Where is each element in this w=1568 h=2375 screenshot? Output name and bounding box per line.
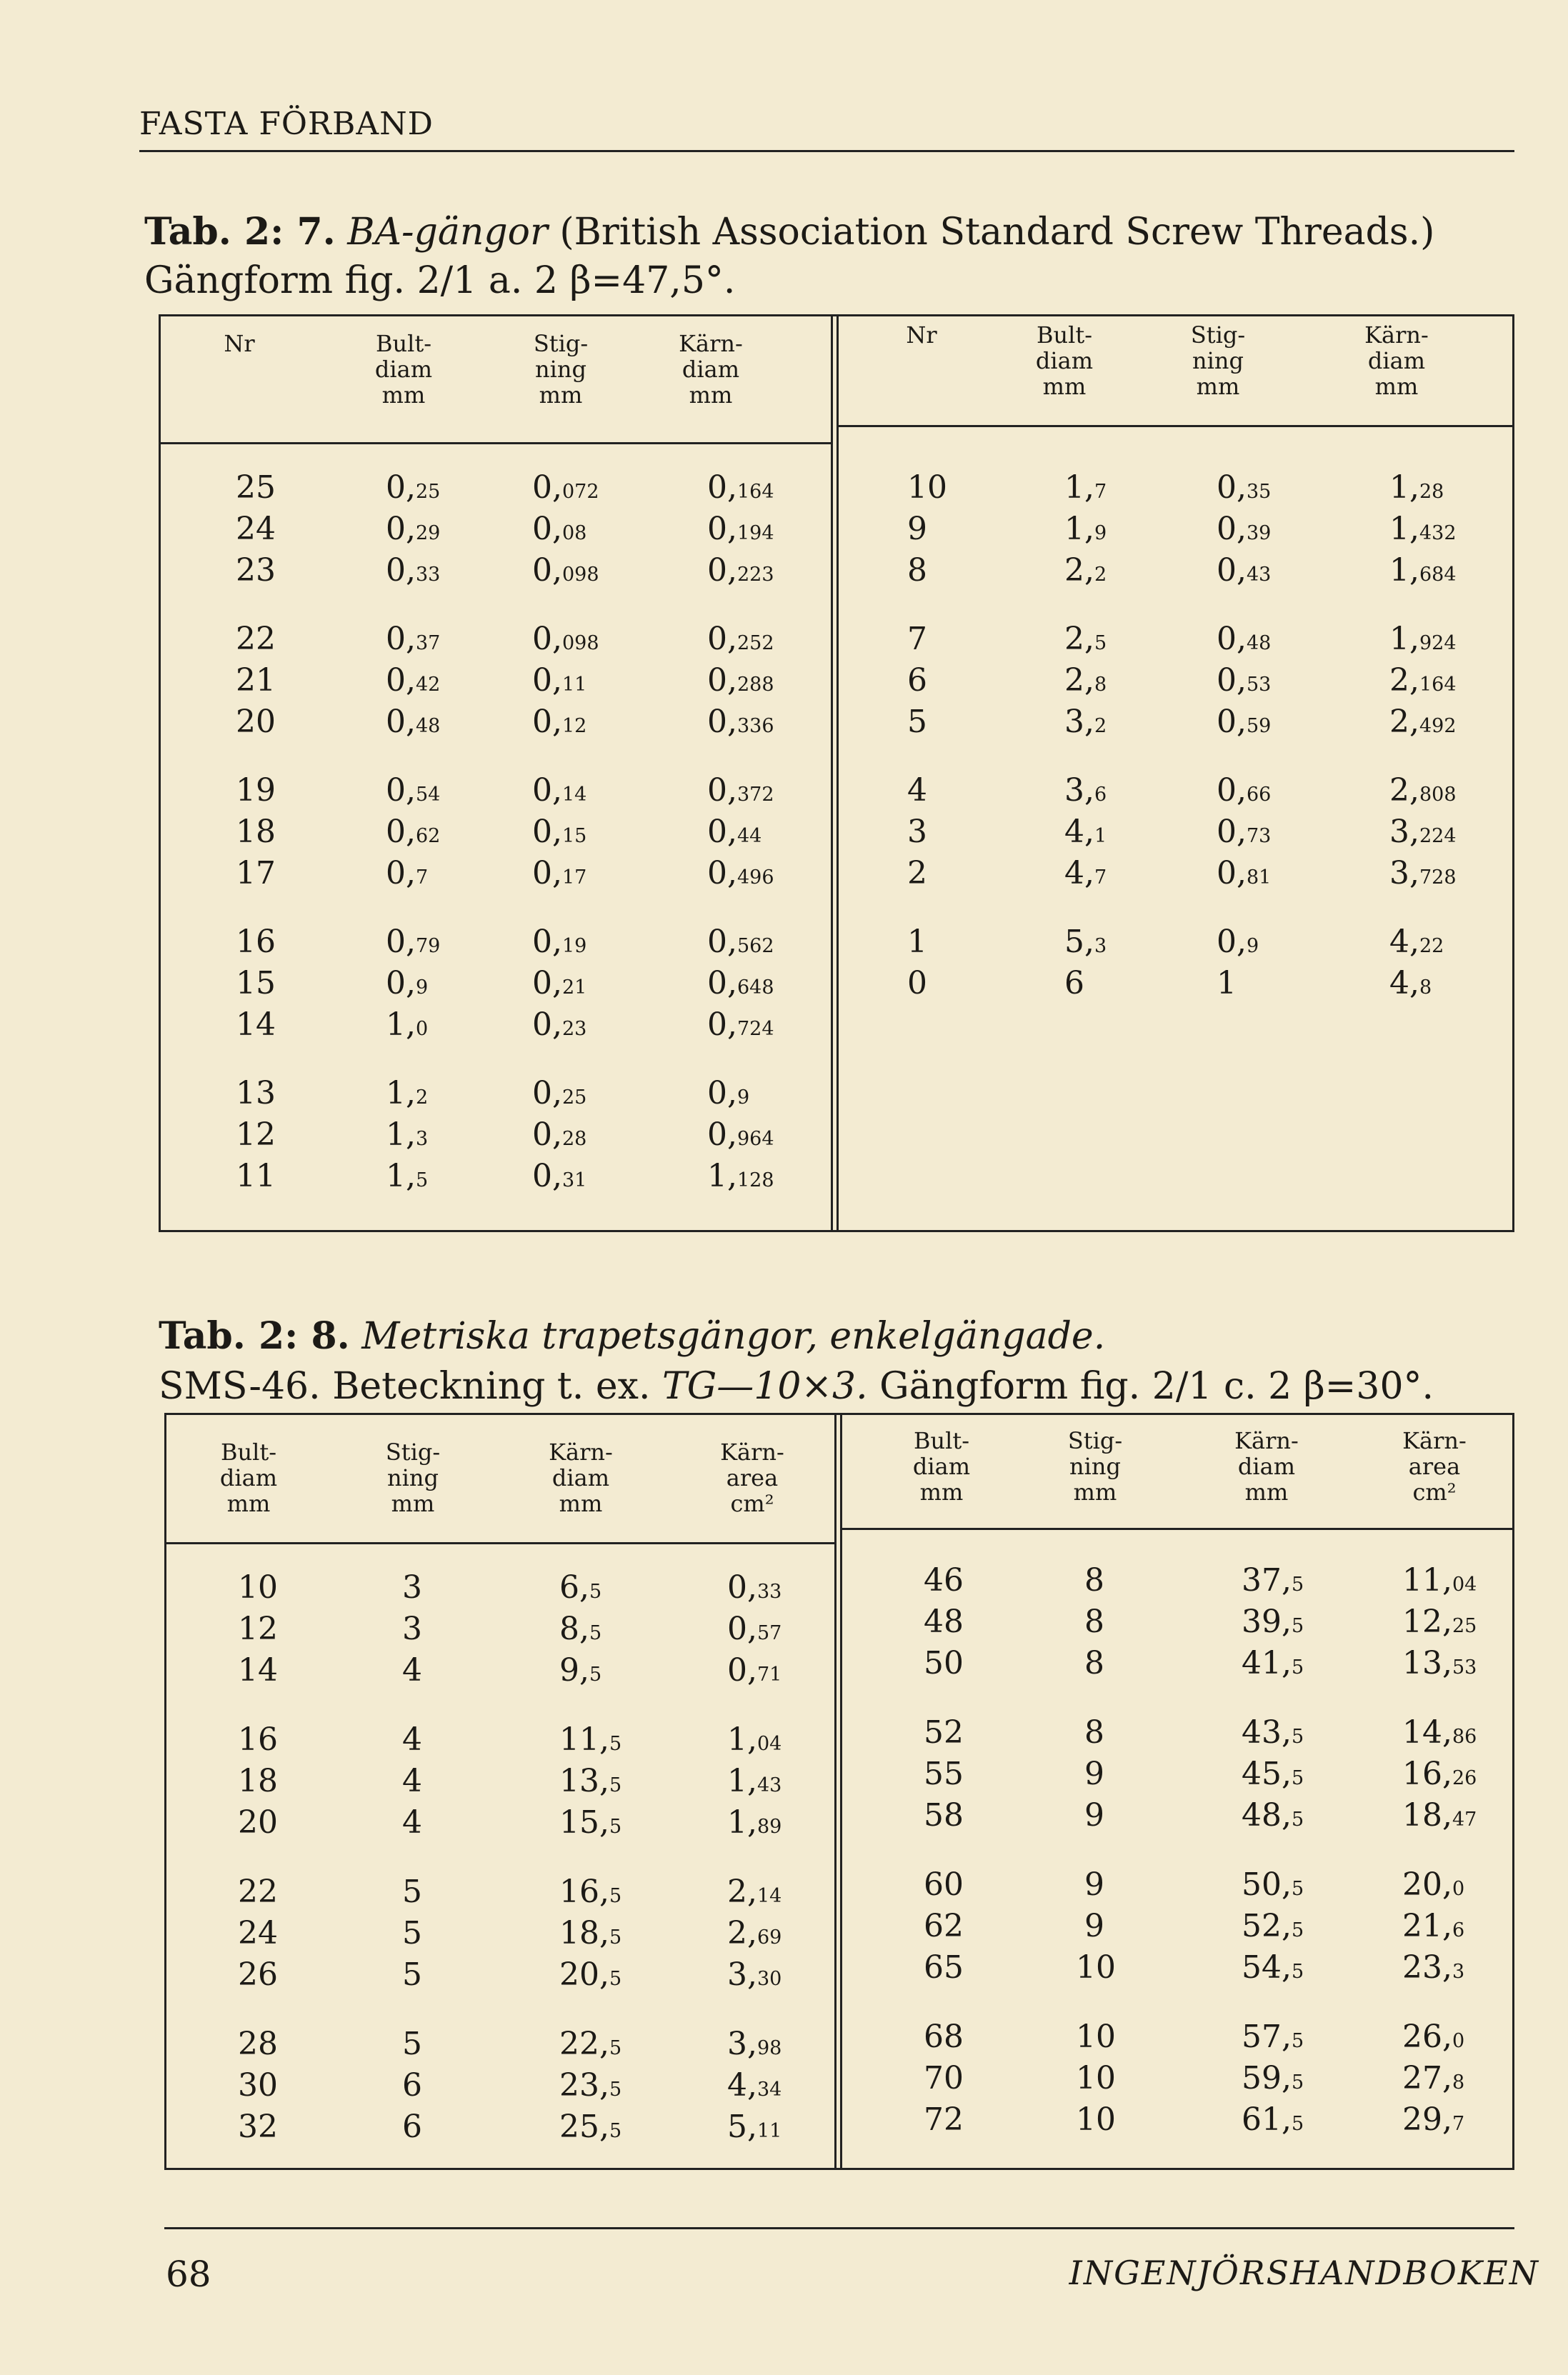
tab7-left-cell: 0,25 <box>532 1075 587 1111</box>
tab7-right-cell: 0,48 <box>1217 621 1272 657</box>
tab8-right-cell: 70 <box>924 2060 964 2096</box>
tab8-right-cell: 68 <box>924 2019 964 2055</box>
tab8-left-cell: 12 <box>238 1611 278 1647</box>
tab8-right-cell: 10 <box>1076 2019 1116 2055</box>
tab7-left-cell: 0,19 <box>532 924 587 960</box>
tab8-right-cell: 10 <box>1076 2060 1116 2096</box>
tab8-right-cell: 20,0 <box>1402 1866 1465 1903</box>
tab7-left-cell: 0,336 <box>707 704 774 740</box>
tab8-left-cell: 25,5 <box>559 2109 622 2145</box>
tab8-right-cell: 8 <box>1084 1645 1104 1681</box>
tab8-left-cell: 16,5 <box>559 1874 622 1910</box>
tab8-left-cell: 5,11 <box>727 2109 782 2145</box>
tab7-right-cell: 4,8 <box>1389 965 1432 1001</box>
footer-rule <box>164 2227 1514 2229</box>
tab7-left-cell: 0,164 <box>707 469 774 506</box>
tab8-right-cell: 48,5 <box>1242 1797 1304 1834</box>
tab7-left-cell: 0,17 <box>532 855 587 891</box>
tab7-right-cell: 6 <box>907 662 927 699</box>
tab8-left-cell: 5 <box>402 1915 422 1951</box>
tab8-table <box>164 1413 1514 2170</box>
tab7-right-cell: 5,3 <box>1064 924 1107 960</box>
tab7-left-cell: 13 <box>236 1075 276 1111</box>
tab7-left-cell: 0,9 <box>707 1075 750 1111</box>
tab8-left-cell: 23,5 <box>559 2067 622 2104</box>
tab7-left-cell: 1,2 <box>386 1075 429 1111</box>
tab8-right-cell: 8 <box>1084 1604 1104 1640</box>
tab7-right-cell: 9 <box>907 511 927 547</box>
tab7-header-right-0: Nr <box>906 321 937 349</box>
tab7-left-cell: 18 <box>236 814 276 850</box>
tab7-left-cell: 0,9 <box>386 965 429 1001</box>
tab7-right-cell: 2,808 <box>1389 772 1457 809</box>
tab8-left-cell: 4 <box>402 1804 422 1841</box>
tab7-right-cell: 10 <box>907 469 947 506</box>
tab8-right-cell: 14,86 <box>1402 1714 1477 1751</box>
tab8-header-left-3: Kärn- area cm² <box>720 1439 784 1517</box>
tab7-header-left-1: Bult- diam mm <box>374 330 433 409</box>
tab7-left-cell: 0,42 <box>386 662 441 699</box>
tab7-left-cell: 0,11 <box>532 662 587 699</box>
tab8-right-cell: 11,04 <box>1402 1562 1477 1599</box>
tab8-left-cell: 1,89 <box>727 1804 782 1841</box>
tab7-left-cell: 0,54 <box>386 772 441 809</box>
tab7-right-cell: 5 <box>907 704 927 740</box>
tab7-table <box>159 314 1514 1232</box>
tab7-right-cell: 0,59 <box>1217 704 1272 740</box>
tab8-header-right-2: Kärn- diam mm <box>1234 1427 1299 1506</box>
tab8-left-cell: 3,98 <box>727 2026 782 2062</box>
tab8-left-cell: 1,04 <box>727 1721 782 1758</box>
tab8-right-cell: 55 <box>924 1756 964 1792</box>
tab7-right-cell: 7 <box>907 621 927 657</box>
running-header: FASTA FÖRBAND <box>139 106 434 142</box>
tab7-left-cell: 19 <box>236 772 276 809</box>
tab8-right-cell: 29,7 <box>1402 2101 1465 2138</box>
tab8-left-cell: 5 <box>402 2026 422 2062</box>
tab7-right-cell: 3 <box>907 814 927 850</box>
tab8-right-cell: 50,5 <box>1242 1866 1304 1903</box>
tab7-left-cell: 0,072 <box>532 469 599 506</box>
tab7-left-cell: 0,648 <box>707 965 774 1001</box>
tab7-left-cell: 0,21 <box>532 965 587 1001</box>
tab8-header-left-1: Stig- ning mm <box>385 1439 441 1517</box>
tab7-left-cell: 0,14 <box>532 772 587 809</box>
tab8-right-cell: 16,26 <box>1402 1756 1477 1792</box>
tab7-right-cell: 8 <box>907 552 927 589</box>
tab7-header-rule-left <box>161 442 831 444</box>
tab8-left-cell: 13,5 <box>559 1763 622 1799</box>
tab7-caption-line2: Gängform fig. 2/1 a. 2 β=47,5°. <box>144 259 736 302</box>
tab8-right-cell: 37,5 <box>1242 1562 1304 1599</box>
tab7-right-cell: 1,432 <box>1389 511 1457 547</box>
tab8-right-cell: 48 <box>924 1604 964 1640</box>
tab8-right-cell: 45,5 <box>1242 1756 1304 1792</box>
tab8-left-cell: 4 <box>402 1652 422 1689</box>
tab7-left-cell: 17 <box>236 855 276 891</box>
tab7-left-cell: 0,252 <box>707 621 774 657</box>
tab8-header-left-0: Bult- diam mm <box>219 1439 278 1517</box>
tab8-right-cell: 41,5 <box>1242 1645 1304 1681</box>
tab7-left-cell: 0,79 <box>386 924 441 960</box>
tab8-right-cell: 9 <box>1084 1908 1104 1944</box>
tab7-right-cell: 6 <box>1064 965 1084 1001</box>
tab8-right-cell: 8 <box>1084 1562 1104 1599</box>
tab8-left-cell: 2,14 <box>727 1874 782 1910</box>
tab7-left-cell: 0,31 <box>532 1158 587 1194</box>
tab7-left-cell: 14 <box>236 1006 276 1043</box>
tab7-left-cell: 0,62 <box>386 814 441 850</box>
tab8-left-cell: 4,34 <box>727 2067 782 2104</box>
tab8-right-cell: 21,6 <box>1402 1908 1465 1944</box>
tab8-header-rule-left <box>166 1542 834 1544</box>
tab7-left-cell: 22 <box>236 621 276 657</box>
tab8-left-cell: 16 <box>238 1721 278 1758</box>
tab7-left-cell: 25 <box>236 469 276 506</box>
tab8-right-cell: 60 <box>924 1866 964 1903</box>
tab8-right-cell: 58 <box>924 1797 964 1834</box>
tab7-left-cell: 1,5 <box>386 1158 429 1194</box>
tab8-left-cell: 6,5 <box>559 1569 602 1606</box>
tab8-right-cell: 9 <box>1084 1866 1104 1903</box>
tab7-left-cell: 11 <box>236 1158 276 1194</box>
tab7-right-cell: 3,728 <box>1389 855 1457 891</box>
tab7-left-cell: 0,25 <box>386 469 441 506</box>
tab7-right-cell: 1,28 <box>1389 469 1444 506</box>
tab8-left-cell: 30 <box>238 2067 278 2104</box>
tab7-left-cell: 0,223 <box>707 552 774 589</box>
tab8-left-cell: 20,5 <box>559 1956 622 1993</box>
tab7-left-cell: 12 <box>236 1116 276 1153</box>
tab7-header-right-1: Bult- diam mm <box>1035 321 1094 400</box>
tab8-right-cell: 52 <box>924 1714 964 1751</box>
tab7-left-cell: 21 <box>236 662 276 699</box>
tab8-left-cell: 0,57 <box>727 1611 782 1647</box>
tab7-left-cell: 0,724 <box>707 1006 774 1043</box>
tab8-right-cell: 18,47 <box>1402 1797 1477 1834</box>
tab8-header-right-1: Stig- ning mm <box>1067 1427 1123 1506</box>
tab8-left-cell: 18,5 <box>559 1915 622 1951</box>
tab7-left-cell: 0,44 <box>707 814 762 850</box>
tab7-right-cell: 4,22 <box>1389 924 1444 960</box>
tab7-left-cell: 1,0 <box>386 1006 429 1043</box>
tab7-header-left-0: Nr <box>224 330 255 357</box>
tab7-right-cell: 0,35 <box>1217 469 1272 506</box>
tab8-left-cell: 22,5 <box>559 2026 622 2062</box>
tab7-left-cell: 15 <box>236 965 276 1001</box>
tab7-left-cell: 0,29 <box>386 511 441 547</box>
tab8-right-cell: 43,5 <box>1242 1714 1304 1751</box>
tab7-header-right-3: Kärn- diam mm <box>1364 321 1429 400</box>
tab8-left-cell: 10 <box>238 1569 278 1606</box>
tab7-right-cell: 2 <box>907 855 927 891</box>
tab8-caption-line1: Tab. 2: 8. Metriska trapetsgängor, enkelgängade. <box>159 1314 1106 1358</box>
tab8-left-cell: 28 <box>238 2026 278 2062</box>
tab8-right-cell: 54,5 <box>1242 1949 1304 1986</box>
tab8-left-cell: 3,30 <box>727 1956 782 1993</box>
tab8-right-cell: 13,53 <box>1402 1645 1477 1681</box>
tab7-right-cell: 0,53 <box>1217 662 1272 699</box>
tab7-left-cell: 0,562 <box>707 924 774 960</box>
tab8-right-cell: 9 <box>1084 1756 1104 1792</box>
tab8-left-cell: 5 <box>402 1874 422 1910</box>
tab8-right-cell: 50 <box>924 1645 964 1681</box>
tab7-left-cell: 0,15 <box>532 814 587 850</box>
tab8-right-cell: 57,5 <box>1242 2019 1304 2055</box>
tab8-right-cell: 9 <box>1084 1797 1104 1834</box>
tab8-right-cell: 72 <box>924 2101 964 2138</box>
tab7-left-cell: 20 <box>236 704 276 740</box>
tab7-header-left-2: Stig- ning mm <box>533 330 589 409</box>
tab7-right-cell: 1 <box>1217 965 1237 1001</box>
tab7-right-cell: 2,8 <box>1064 662 1107 699</box>
tab7-right-cell: 1,684 <box>1389 552 1457 589</box>
tab7-left-cell: 16 <box>236 924 276 960</box>
tab8-right-cell: 61,5 <box>1242 2101 1304 2138</box>
tab8-left-cell: 1,43 <box>727 1763 782 1799</box>
tab8-right-cell: 52,5 <box>1242 1908 1304 1944</box>
tab7-left-cell: 0,23 <box>532 1006 587 1043</box>
tab7-left-cell: 0,33 <box>386 552 441 589</box>
tab7-header-rule-right <box>837 425 1512 427</box>
tab7-left-cell: 0,48 <box>386 704 441 740</box>
tab8-left-cell: 20 <box>238 1804 278 1841</box>
tab8-right-cell: 62 <box>924 1908 964 1944</box>
tab7-right-cell: 1,9 <box>1064 511 1107 547</box>
tab8-right-cell: 8 <box>1084 1714 1104 1751</box>
tab8-left-cell: 32 <box>238 2109 278 2145</box>
tab7-left-cell: 0,28 <box>532 1116 587 1153</box>
tab7-right-cell: 0 <box>907 965 927 1001</box>
tab8-left-cell: 4 <box>402 1763 422 1799</box>
tab7-left-cell: 0,496 <box>707 855 774 891</box>
tab8-left-cell: 0,71 <box>727 1652 782 1689</box>
tab7-right-cell: 0,43 <box>1217 552 1272 589</box>
tab8-right-cell: 39,5 <box>1242 1604 1304 1640</box>
tab7-right-cell: 0,66 <box>1217 772 1272 809</box>
tab8-right-cell: 59,5 <box>1242 2060 1304 2096</box>
tab7-left-cell: 0,08 <box>532 511 587 547</box>
tab7-left-cell: 0,194 <box>707 511 774 547</box>
tab8-left-cell: 15,5 <box>559 1804 622 1841</box>
tab7-right-cell: 2,164 <box>1389 662 1457 699</box>
tab7-right-cell: 0,81 <box>1217 855 1272 891</box>
tab7-right-cell: 1,7 <box>1064 469 1107 506</box>
tab8-left-cell: 22 <box>238 1874 278 1910</box>
tab7-left-cell: 0,12 <box>532 704 587 740</box>
tab8-left-cell: 11,5 <box>559 1721 622 1758</box>
tab7-divider-b <box>837 316 839 1230</box>
tab7-left-cell: 0,964 <box>707 1116 774 1153</box>
tab8-left-cell: 5 <box>402 1956 422 1993</box>
tab7-right-cell: 4,7 <box>1064 855 1107 891</box>
tab7-left-cell: 0,372 <box>707 772 774 809</box>
book-title: INGENJÖRSHANDBOKEN <box>1069 2254 1539 2292</box>
tab8-right-cell: 65 <box>924 1949 964 1986</box>
tab8-right-cell: 46 <box>924 1562 964 1599</box>
tab8-left-cell: 4 <box>402 1721 422 1758</box>
tab8-left-cell: 6 <box>402 2109 422 2145</box>
header-rule <box>139 150 1514 152</box>
tab8-left-cell: 9,5 <box>559 1652 602 1689</box>
tab7-caption-line1: Tab. 2: 7. BA-gängor (British Association Standard Screw Threads.) <box>144 210 1435 254</box>
tab7-right-cell: 2,492 <box>1389 704 1457 740</box>
tab8-left-cell: 0,33 <box>727 1569 782 1606</box>
tab7-right-cell: 4 <box>907 772 927 809</box>
tab8-right-cell: 10 <box>1076 1949 1116 1986</box>
tab8-right-cell: 10 <box>1076 2101 1116 2138</box>
page-number: 68 <box>166 2254 211 2295</box>
tab8-header-right-0: Bult- diam mm <box>912 1427 971 1506</box>
tab8-right-cell: 23,3 <box>1402 1949 1465 1986</box>
tab7-left-cell: 24 <box>236 511 276 547</box>
tab8-divider-a <box>834 1415 837 2168</box>
tab7-left-cell: 1,3 <box>386 1116 429 1153</box>
tab7-right-cell: 0,73 <box>1217 814 1272 850</box>
tab8-left-cell: 8,5 <box>559 1611 602 1647</box>
tab7-right-cell: 0,9 <box>1217 924 1259 960</box>
tab7-header-right-2: Stig- ning mm <box>1190 321 1246 400</box>
tab8-left-cell: 14 <box>238 1652 278 1689</box>
tab7-right-cell: 1,924 <box>1389 621 1457 657</box>
tab7-right-cell: 3,224 <box>1389 814 1457 850</box>
tab7-right-cell: 1 <box>907 924 927 960</box>
tab8-left-cell: 2,69 <box>727 1915 782 1951</box>
tab8-right-cell: 27,8 <box>1402 2060 1465 2096</box>
tab8-left-cell: 6 <box>402 2067 422 2104</box>
tab8-header-left-2: Kärn- diam mm <box>549 1439 613 1517</box>
tab7-left-cell: 0,098 <box>532 552 599 589</box>
tab7-left-cell: 0,098 <box>532 621 599 657</box>
tab8-right-cell: 12,25 <box>1402 1604 1477 1640</box>
tab7-left-cell: 0,37 <box>386 621 441 657</box>
tab7-right-cell: 3,2 <box>1064 704 1107 740</box>
tab8-left-cell: 3 <box>402 1611 422 1647</box>
tab7-right-cell: 3,6 <box>1064 772 1107 809</box>
tab7-header-left-3: Kärn- diam mm <box>679 330 743 409</box>
tab8-left-cell: 24 <box>238 1915 278 1951</box>
tab8-header-rule-right <box>840 1528 1512 1530</box>
tab7-divider-a <box>831 316 833 1230</box>
tab8-left-cell: 3 <box>402 1569 422 1606</box>
tab7-right-cell: 2,5 <box>1064 621 1107 657</box>
tab8-left-cell: 26 <box>238 1956 278 1993</box>
tab7-right-cell: 0,39 <box>1217 511 1272 547</box>
tab7-left-cell: 0,7 <box>386 855 429 891</box>
tab7-right-cell: 2,2 <box>1064 552 1107 589</box>
tab8-left-cell: 18 <box>238 1763 278 1799</box>
tab7-right-cell: 4,1 <box>1064 814 1107 850</box>
tab8-header-right-3: Kärn- area cm² <box>1402 1427 1467 1506</box>
tab8-right-cell: 26,0 <box>1402 2019 1465 2055</box>
tab7-left-cell: 0,288 <box>707 662 774 699</box>
tab7-left-cell: 1,128 <box>707 1158 774 1194</box>
tab7-left-cell: 23 <box>236 552 276 589</box>
tab8-caption-line2: SMS-46. Beteckning t. ex. TG—10×3. Gängform fig. 2/1 c. 2 β=30°. <box>159 1365 1434 1408</box>
